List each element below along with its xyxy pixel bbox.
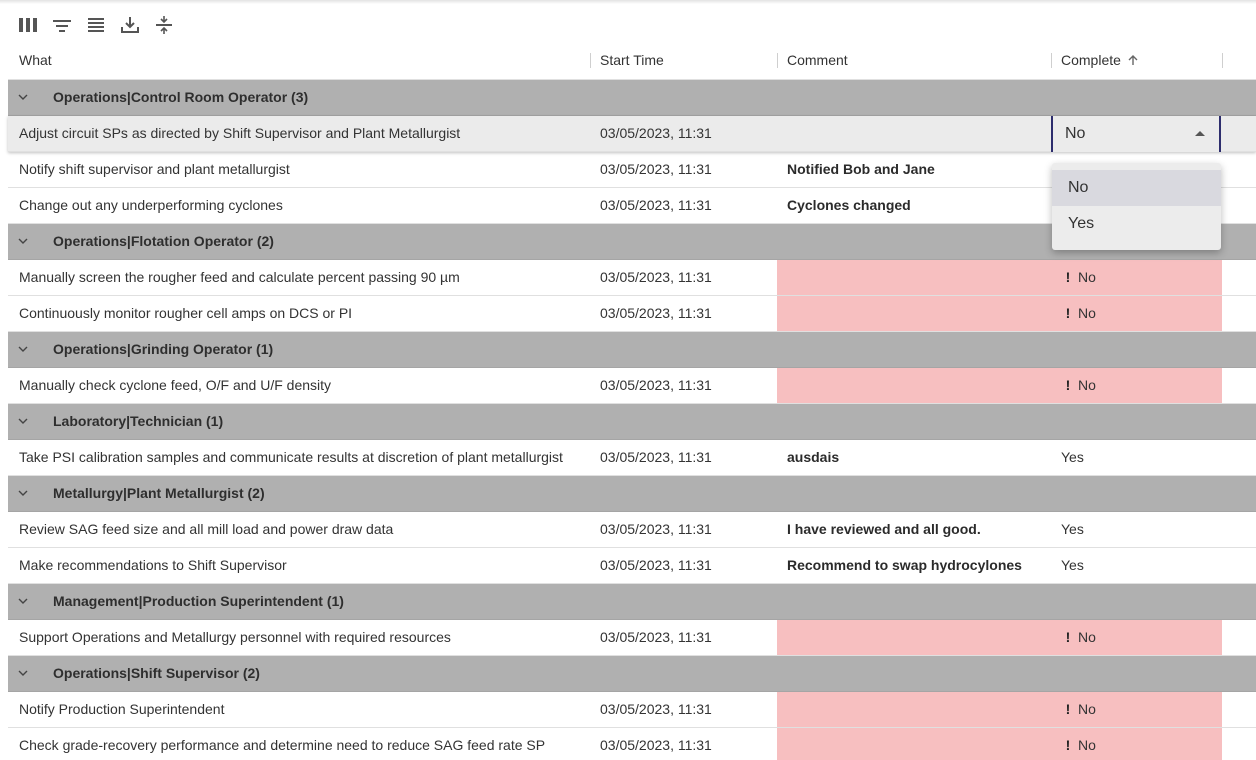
table-row[interactable] [8, 548, 1256, 584]
caret-up-icon[interactable] [1195, 131, 1205, 136]
comment-cell[interactable]: I have reviewed and all good. [787, 521, 981, 537]
warning-icon: ! [1065, 737, 1071, 753]
complete-cell[interactable] [1051, 368, 1222, 403]
data-grid [8, 42, 1256, 760]
complete-cell[interactable] [1051, 620, 1222, 655]
what-cell[interactable]: Support Operations and Metallurgy personnel with required resources [19, 629, 451, 645]
what-cell[interactable]: Take PSI calibration samples and communicate results at discretion of plant metallurgist [19, 449, 563, 465]
filter-button[interactable] [50, 13, 74, 37]
what-cell[interactable]: Review SAG feed size and all mill load and power draw data [19, 521, 394, 537]
column-header-start-time[interactable]: Start Time [600, 52, 664, 68]
table-row[interactable] [8, 368, 1256, 404]
what-cell[interactable]: Adjust circuit SPs as directed by Shift Supervisor and Plant Metallurgist [19, 125, 461, 141]
chevron-down-icon[interactable] [18, 669, 28, 677]
start-time-cell[interactable]: 03/05/2023, 11:31 [600, 449, 712, 465]
start-time-cell[interactable]: 03/05/2023, 11:31 [600, 521, 712, 537]
complete-cell[interactable] [1051, 512, 1222, 547]
columns-button[interactable] [16, 13, 40, 37]
column-header-comment[interactable]: Comment [787, 52, 848, 68]
expand-collapse-icon [154, 15, 174, 35]
table-row[interactable] [8, 728, 1256, 760]
filter-icon [52, 17, 72, 33]
complete-value: No [1078, 701, 1096, 717]
group-row[interactable] [8, 404, 1256, 440]
what-cell[interactable]: Notify shift supervisor and plant metallurgist [19, 161, 290, 177]
complete-cell[interactable] [1051, 260, 1222, 295]
table-row[interactable] [8, 620, 1256, 656]
complete-cell[interactable] [1051, 728, 1222, 760]
dropdown-option-yes[interactable]: Yes [1068, 215, 1095, 232]
table-row[interactable] [8, 692, 1256, 728]
table-row[interactable] [8, 116, 1256, 152]
comment-cell[interactable] [777, 692, 1053, 727]
comment-cell[interactable]: Cyclones changed [787, 197, 911, 213]
chevron-down-icon[interactable] [18, 237, 28, 245]
chevron-down-icon[interactable] [18, 417, 28, 425]
warning-icon: ! [1065, 701, 1071, 717]
warning-icon: ! [1065, 377, 1071, 393]
complete-value: Yes [1061, 449, 1084, 465]
what-cell[interactable]: Manually screen the rougher feed and calculate percent passing 90 µm [19, 269, 460, 285]
comment-cell[interactable] [777, 116, 1053, 151]
group-label: Management|Production Superintendent (1) [53, 593, 344, 609]
comment-cell[interactable] [777, 260, 1053, 295]
start-time-cell[interactable]: 03/05/2023, 11:31 [600, 161, 712, 177]
grid-toolbar [16, 13, 186, 37]
complete-cell[interactable] [1051, 548, 1222, 583]
group-label: Operations|Flotation Operator (2) [53, 233, 274, 249]
warning-icon: ! [1065, 305, 1071, 321]
complete-value: No [1078, 377, 1096, 393]
comment-cell[interactable] [777, 296, 1053, 331]
table-row[interactable] [8, 440, 1256, 476]
group-row[interactable] [8, 476, 1256, 512]
complete-value: No [1078, 629, 1096, 645]
dropdown-option-no[interactable]: No [1052, 170, 1221, 206]
density-button[interactable] [84, 13, 108, 37]
complete-value: No [1078, 737, 1096, 753]
complete-select-value: No [1065, 125, 1086, 142]
start-time-cell[interactable]: 03/05/2023, 11:31 [600, 125, 712, 141]
chevron-down-icon[interactable] [18, 93, 28, 101]
start-time-cell[interactable]: 03/05/2023, 11:31 [600, 377, 712, 393]
table-row[interactable] [8, 296, 1256, 332]
group-label: Laboratory|Technician (1) [53, 413, 224, 429]
start-time-cell[interactable]: 03/05/2023, 11:31 [600, 269, 712, 285]
comment-cell[interactable]: Notified Bob and Jane [787, 161, 935, 177]
chevron-down-icon[interactable] [18, 345, 28, 353]
what-cell[interactable]: Notify Production Superintendent [19, 701, 225, 717]
column-header-complete[interactable]: Complete [1061, 42, 1139, 80]
complete-value: Yes [1061, 557, 1084, 573]
table-row[interactable] [8, 512, 1256, 548]
density-icon [86, 17, 106, 33]
column-separator[interactable] [590, 53, 591, 68]
top-shadow [0, 0, 1256, 4]
export-icon [120, 16, 140, 34]
column-separator[interactable] [1051, 53, 1052, 68]
expand-collapse-button[interactable] [152, 13, 176, 37]
comment-cell[interactable] [777, 728, 1053, 760]
what-cell[interactable]: Continuously monitor rougher cell amps on DCS or PI [19, 305, 353, 321]
what-cell[interactable]: Change out any underperforming cyclones [19, 197, 283, 213]
chevron-down-icon[interactable] [18, 489, 28, 497]
complete-value: Yes [1061, 521, 1084, 537]
comment-cell[interactable]: Recommend to swap hydrocylones [787, 557, 1022, 573]
group-row[interactable] [8, 80, 1256, 116]
warning-icon: ! [1065, 629, 1071, 645]
complete-cell[interactable] [1051, 296, 1222, 331]
complete-value: No [1078, 305, 1096, 321]
arrow-up-icon[interactable] [1127, 54, 1139, 66]
group-label: Operations|Shift Supervisor (2) [53, 665, 260, 681]
column-separator[interactable] [777, 53, 778, 68]
start-time-cell[interactable]: 03/05/2023, 11:31 [600, 737, 712, 753]
complete-cell[interactable] [1051, 692, 1222, 727]
what-cell[interactable]: Check grade-recovery performance and determine need to reduce SAG feed rate SP [19, 737, 546, 753]
comment-cell[interactable] [777, 368, 1053, 403]
complete-cell[interactable] [1051, 440, 1222, 475]
start-time-cell[interactable]: 03/05/2023, 11:31 [600, 305, 712, 321]
column-header-row [8, 42, 1256, 80]
start-time-cell[interactable]: 03/05/2023, 11:31 [600, 701, 712, 717]
start-time-cell[interactable]: 03/05/2023, 11:31 [600, 629, 712, 645]
group-row[interactable] [8, 584, 1256, 620]
what-cell[interactable]: Manually check cyclone feed, O/F and U/F density [19, 377, 332, 393]
group-row[interactable] [8, 656, 1256, 692]
start-time-cell[interactable]: 03/05/2023, 11:31 [600, 197, 712, 213]
group-label: Operations|Grinding Operator (1) [53, 341, 274, 357]
comment-cell[interactable] [777, 620, 1053, 655]
chevron-down-icon[interactable] [18, 597, 28, 605]
export-button[interactable] [118, 13, 142, 37]
column-separator[interactable] [1222, 53, 1223, 68]
start-time-cell[interactable]: 03/05/2023, 11:31 [600, 557, 712, 573]
column-header-what[interactable]: What [19, 52, 52, 68]
warning-icon: ! [1065, 269, 1071, 285]
complete-value: No [1078, 269, 1096, 285]
columns-icon [18, 17, 38, 33]
table-row[interactable] [8, 260, 1256, 296]
group-row[interactable] [8, 332, 1256, 368]
comment-cell[interactable]: ausdais [787, 449, 840, 465]
group-label: Metallurgy|Plant Metallurgist (2) [53, 485, 265, 501]
complete-select[interactable] [1051, 116, 1221, 152]
what-cell[interactable]: Make recommendations to Shift Supervisor [19, 557, 287, 573]
complete-dropdown-menu [1052, 163, 1221, 250]
group-label: Operations|Control Room Operator (3) [53, 89, 309, 105]
